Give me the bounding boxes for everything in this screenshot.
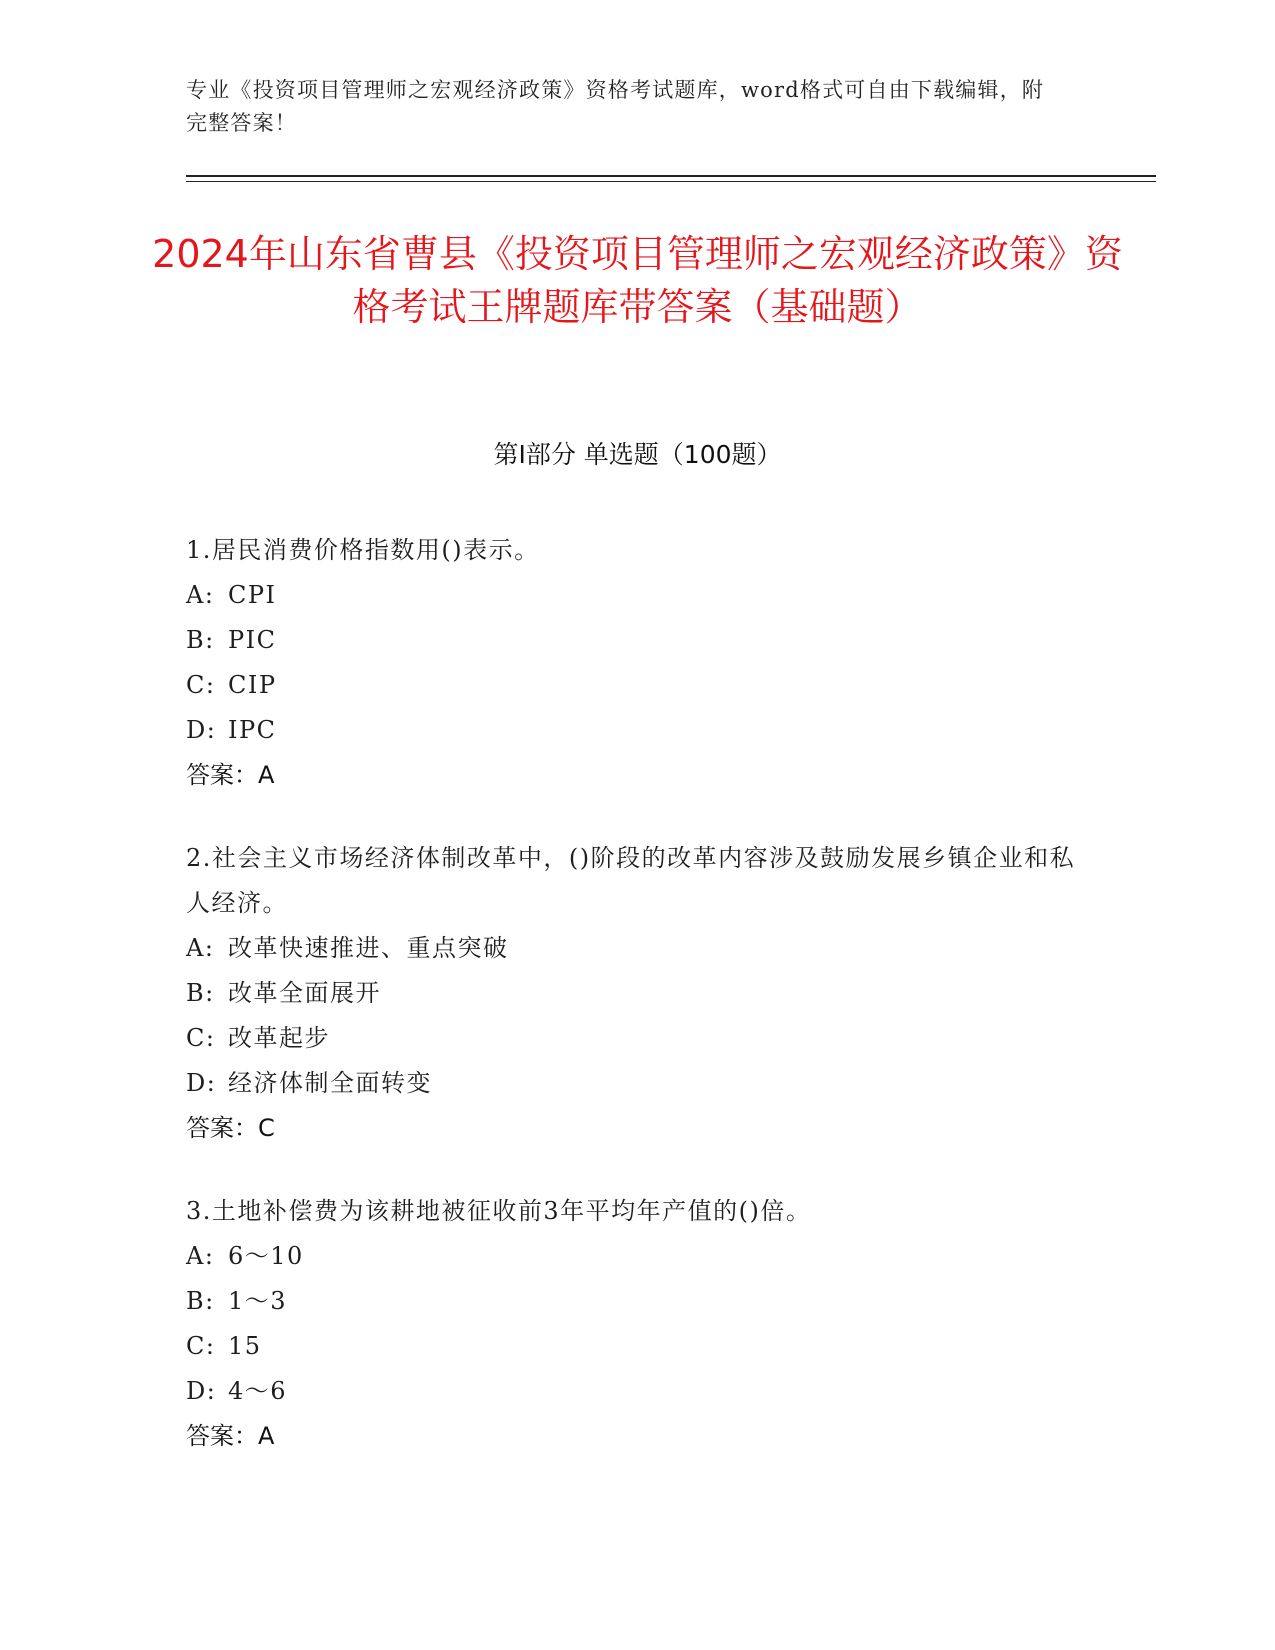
option-text: 经济体制全面转变 <box>228 1069 432 1097</box>
option-letter: D: <box>186 716 217 744</box>
option-d <box>186 1369 1086 1414</box>
question-stem: 1.居民消费价格指数用()表示。 <box>186 536 540 564</box>
option-d <box>186 708 1086 753</box>
option-text: IPC <box>228 716 277 744</box>
question-list <box>186 528 1086 1497</box>
option-letter: A: <box>186 1242 215 1270</box>
option-b <box>186 618 1086 663</box>
option-text: CPI <box>228 581 277 609</box>
question-2 <box>186 836 1086 1151</box>
option-a <box>186 573 1086 618</box>
option-b <box>186 1279 1086 1324</box>
document-title: 2024年山东省曹县《投资项目管理师之宏观经济政策》资格考试王牌题库带答案（基础题） <box>152 232 1123 329</box>
option-a <box>186 1234 1086 1279</box>
question-3 <box>186 1189 1086 1459</box>
answer-line: 答案：C <box>186 1114 275 1142</box>
option-letter: D: <box>186 1069 217 1097</box>
section-heading: 第I部分 单选题（100题） <box>493 440 782 469</box>
option-letter: A: <box>186 581 215 609</box>
option-c <box>186 1324 1086 1369</box>
question-stem: 2.社会主义市场经济体制改革中，()阶段的改革内容涉及鼓励发展乡镇企业和私人经济。 <box>186 844 1076 917</box>
option-c <box>186 1016 1086 1061</box>
option-letter: C: <box>186 671 216 699</box>
option-text: 15 <box>228 1332 262 1360</box>
answer-line: 答案：A <box>186 761 275 789</box>
option-text: 1～3 <box>228 1287 288 1315</box>
question-stem: 3.土地补偿费为该耕地被征收前3年平均年产值的()倍。 <box>186 1197 812 1225</box>
header-divider-thick <box>186 175 1156 177</box>
header-note: 专业《投资项目管理师之宏观经济政策》资格考试题库，word格式可自由下载编辑，附完整答案！ <box>186 78 1045 135</box>
answer-line: 答案：A <box>186 1422 275 1450</box>
option-letter: B: <box>186 626 215 654</box>
option-letter: C: <box>186 1024 216 1052</box>
option-letter: B: <box>186 1287 215 1315</box>
option-b <box>186 971 1086 1016</box>
option-a <box>186 926 1086 971</box>
option-letter: A: <box>186 934 215 962</box>
option-text: 改革全面展开 <box>228 979 381 1007</box>
option-text: CIP <box>228 671 277 699</box>
option-letter: B: <box>186 979 215 1007</box>
option-letter: C: <box>186 1332 216 1360</box>
option-text: 改革快速推进、重点突破 <box>228 934 509 962</box>
question-1 <box>186 528 1086 798</box>
option-c <box>186 663 1086 708</box>
option-d <box>186 1061 1086 1106</box>
option-text: 4～6 <box>228 1377 288 1405</box>
option-text: PIC <box>228 626 277 654</box>
option-letter: D: <box>186 1377 217 1405</box>
option-text: 6～10 <box>228 1242 304 1270</box>
header-divider-thin <box>186 181 1156 182</box>
option-text: 改革起步 <box>228 1024 330 1052</box>
